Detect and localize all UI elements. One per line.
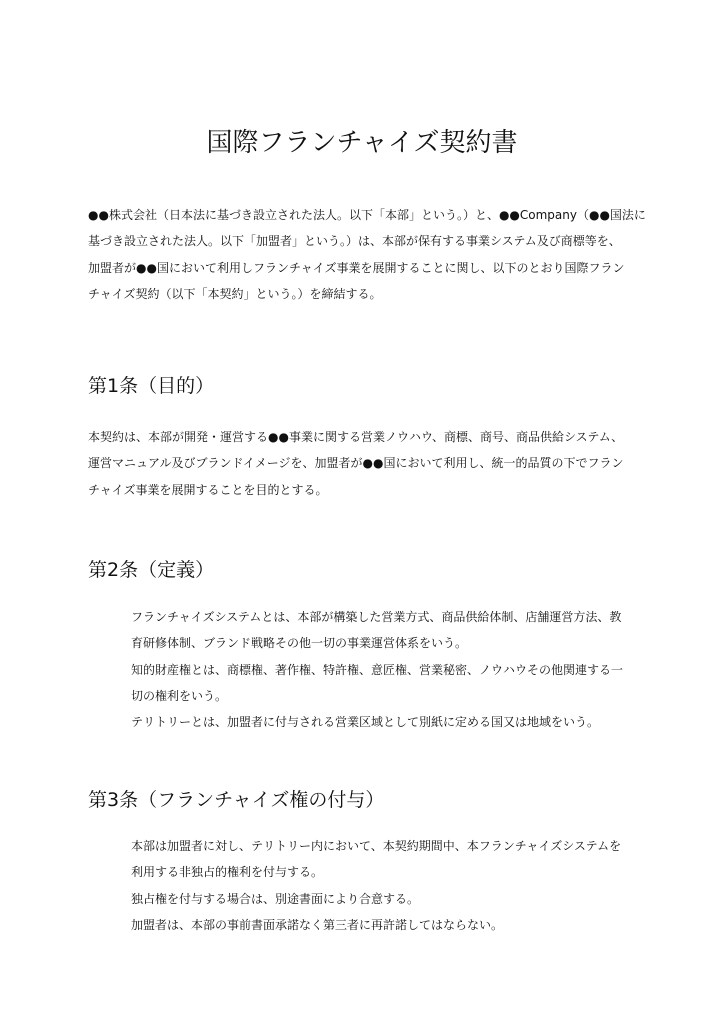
article-line: 利用する非独占的権利を付与する。 [131, 865, 324, 880]
article-2-body [131, 604, 623, 735]
article-line: チャイズ事業を展開することを目的とする。 [88, 482, 328, 497]
article-1-heading: 第1条（目的） [88, 375, 215, 397]
article-2-heading: 第2条（定義） [88, 559, 215, 581]
document-title: 国際フランチャイズ契約書 [206, 128, 518, 158]
preamble [88, 202, 646, 307]
article-1-body [88, 424, 624, 503]
article-3-heading: 第3条（フランチャイズ権の付与） [88, 789, 385, 811]
article-line: 運営マニュアル及びブランドイメージを、加盟者が●●国において利用し、統一的品質の下でフラン [88, 456, 624, 471]
preamble-line: 基づき設立された法人。以下「加盟者」という。）は、本部が保有する事業システム及び商標等を、 [88, 234, 621, 249]
article-line: 独占権を付与する場合は、別途書面により合意する。 [131, 891, 420, 906]
article-line: テリトリーとは、加盟者に付与される営業区域として別紙に定める国又は地域をいう。 [131, 715, 600, 730]
article-line: 育研修体制、ブランド戦略その他一切の事業運営体系をいう。 [131, 636, 468, 651]
article-line: 切の権利をいう。 [131, 688, 228, 703]
article-line: 本契約は、本部が開発・運営する●●事業に関する営業ノウハウ、商標、商号、商品供給システム、 [88, 430, 624, 444]
preamble-line: 加盟者が●●国において利用しフランチャイズ事業を展開することに関し、以下のとおり国際フラン [88, 260, 625, 275]
article-line: 知的財産権とは、商標権、著作権、特許権、意匠権、営業秘密、ノウハウその他関連する一 [131, 662, 624, 677]
article-line: 本部は加盟者に対し、テリトリー内において、本契約期間中、本フランチャイズシステムを [131, 839, 622, 853]
preamble-line: チャイズ契約（以下「本契約」という。）を締結する。 [88, 286, 382, 301]
article-line: 加盟者は、本部の事前書面承諾なく第三者に再許諾してはならない。 [131, 917, 504, 932]
article-3-body [131, 833, 621, 938]
article-line: フランチャイズシステムとは、本部が構築した営業方式、商品供給体制、店舗運営方法、教 [131, 610, 622, 624]
preamble-line: ●●株式会社（日本法に基づき設立された法人。以下「本部」という。）と、●●Company（●●国法に [88, 208, 646, 222]
